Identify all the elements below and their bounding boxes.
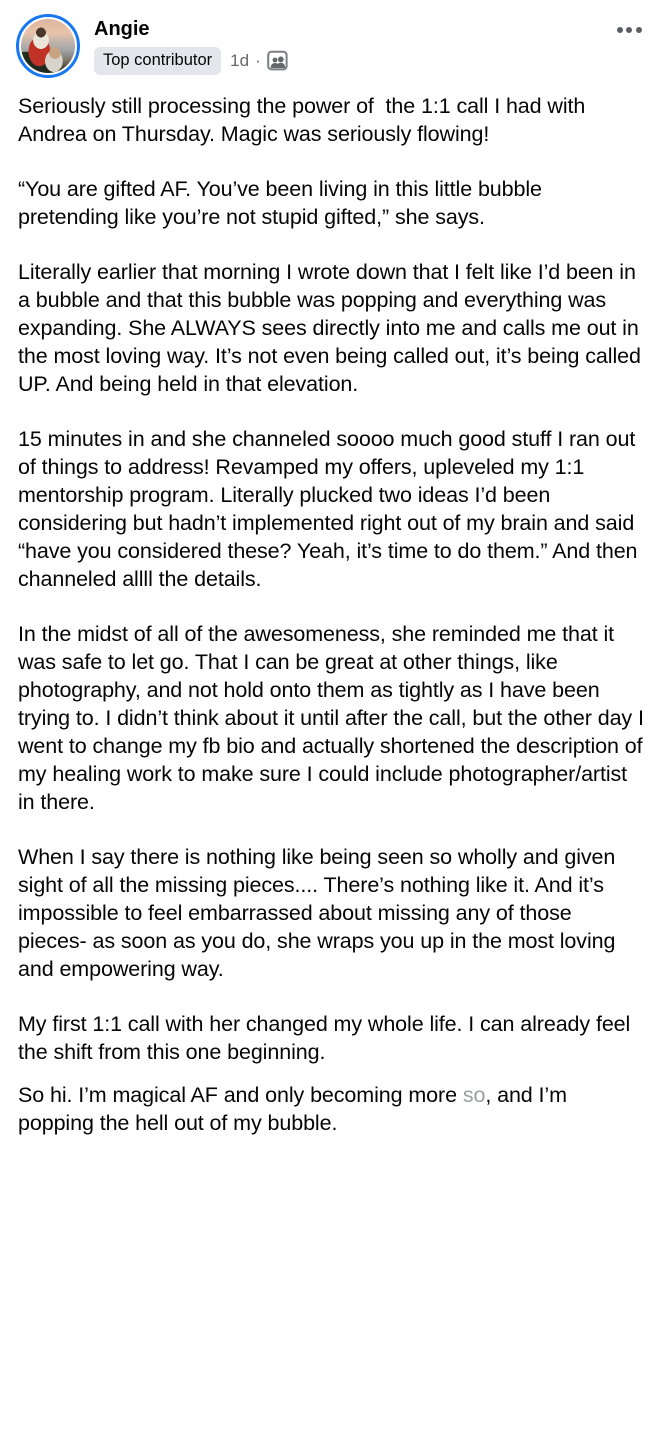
- meta-row: [94, 47, 288, 75]
- post-paragraph: Seriously still processing the power of the 1:1 call I had with Andrea on Thursday. Magic was seriously flowing!: [18, 94, 590, 146]
- post-header: [0, 0, 664, 86]
- author-name[interactable]: Angie: [94, 18, 150, 40]
- avatar[interactable]: [16, 14, 80, 78]
- final-text-after: , and I’m popping the hell out of my bubble.: [18, 1083, 573, 1135]
- post-paragraph: My first 1:1 call with her changed my whole life. I can already feel the shift from this one beginning.: [18, 1012, 637, 1064]
- final-text-before: So hi. I’m magical AF and only becoming more: [18, 1083, 463, 1107]
- post-paragraph-final: [18, 1081, 644, 1137]
- post-paragraph: In the midst of all of the awesomeness, she reminded me that it was safe to let go. That I can be great at other things, like photography, and not hold onto them as tightly as I have been trying to. I didn’t think about it until after the call, but the other day I went to change my fb bio and actually shortened the description of my healing work to make sure I could include photographer/artist in there.: [18, 622, 650, 814]
- post-paragraph: When I say there is nothing like being seen so wholly and given sight of all the missing pieces.... There’s nothing like it. And it’s impossible to feel embarrassed about missing any of those pieces- as soon as you do, she wraps you up in the most loving and empowering way.: [18, 845, 622, 981]
- header-info: [94, 14, 288, 75]
- avatar-photo: [21, 19, 75, 73]
- more-options-button[interactable]: [612, 18, 646, 42]
- post-content: [0, 86, 664, 1137]
- ellipsis-icon: [617, 27, 642, 33]
- final-faded-word: so: [462, 1083, 486, 1107]
- post-paragraph: Literally earlier that morning I wrote down that I felt like I’d been in a bubble and that this bubble was popping and everything was expanding. She ALWAYS sees directly into me and calls me out in the most loving way. It’s not even being called out, it’s being called UP. And being held in that elevation.: [18, 260, 647, 396]
- top-contributor-badge: Top contributor: [94, 47, 221, 75]
- post-paragraph: 15 minutes in and she channeled soooo much good stuff I ran out of things to address! Revamped my offers, upleveled my 1:1 mentorship program. Literally plucked two ideas I’d been considering but hadn’t implemented right out of my brain and said “have you considered these? Yeah, it’s time to do them.” And then channeled allll the details.: [18, 427, 644, 591]
- post-paragraph: “You are gifted AF. You’ve been living in this little bubble pretending like you’re not stupid gifted,” she says.: [18, 177, 548, 229]
- timestamp[interactable]: 1d: [230, 50, 250, 70]
- dot-separator: ·: [255, 50, 261, 70]
- group-icon: [267, 50, 288, 71]
